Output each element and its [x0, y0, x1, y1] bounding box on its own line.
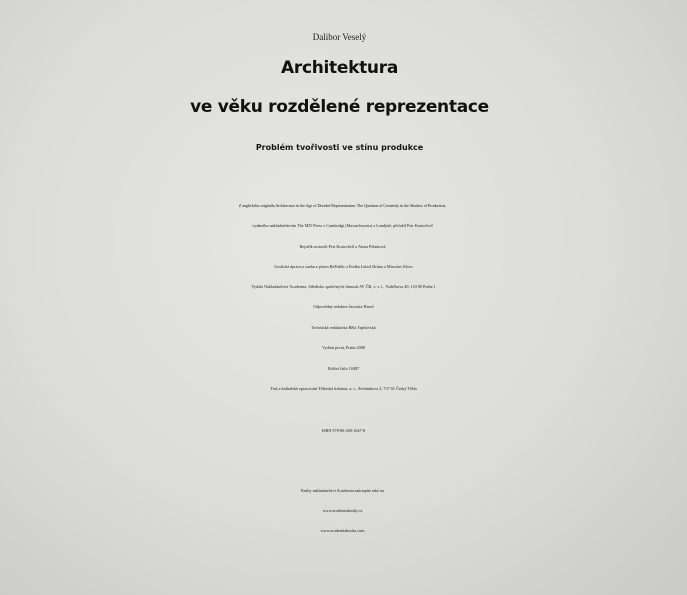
isbn: ISBN 978-80-200-1647-8	[321, 428, 366, 433]
footer-note: Knihy nakladatelství Academia zakoupíte také na	[301, 488, 384, 493]
book-subtitle: Problém tvořivosti ve stínu produkce	[255, 143, 424, 152]
imprint-line-edition: Vydání první, Praha 2008	[322, 345, 365, 350]
imprint-line-design: Grafická úprava a sazba z písem RePublic a Etelka Luboš Drtina a Miroslav Kloss	[274, 264, 413, 269]
footer-link-academiaknihy: www.academiaknihy.cz	[322, 508, 363, 513]
footer-link-academiabooks: www.academiabooks.com	[320, 528, 365, 533]
imprint-line-editor: Odpovědný redaktor Jaroslav Havel	[313, 304, 374, 309]
author-name: Dalibor Veselý	[312, 32, 367, 42]
book-title-line-2: ve věku rozdělené reprezentace	[190, 97, 489, 117]
imprint-line-publisher: vydaného nakladatelstvím The MIT Press v Cambridgi (Massachusetts) a Londýně, přeložil Petr Kratochvíl	[252, 223, 433, 228]
imprint-line-issued-by: Vydalo Nakladatelství Academia, Středisko společných činností AV ČR, v. v. i., Vodičkova 40, 110 00 Praha 1	[251, 284, 436, 289]
imprint-line-original: Z anglického originálu Architecture in the Age of Divided Representation. The Question of Creativity in the Shadow of Production,	[238, 203, 447, 208]
book-title-line-1: Architektura	[281, 58, 398, 78]
imprint-line-tech-editor: Technická redaktorka Běla Trpišovská	[311, 325, 376, 330]
imprint-line-edition-number: Ediční číslo 10487	[327, 366, 360, 371]
imprint-line-printing: Tisk a knihařské zpracování Těšínská tiskárna, a. s., Štefánikova 2, 737 01 Český Těšín	[270, 386, 417, 391]
imprint-line-index: Rejstřík sestavili Petr Kratochvíl a Alena Pelantová	[299, 244, 386, 249]
